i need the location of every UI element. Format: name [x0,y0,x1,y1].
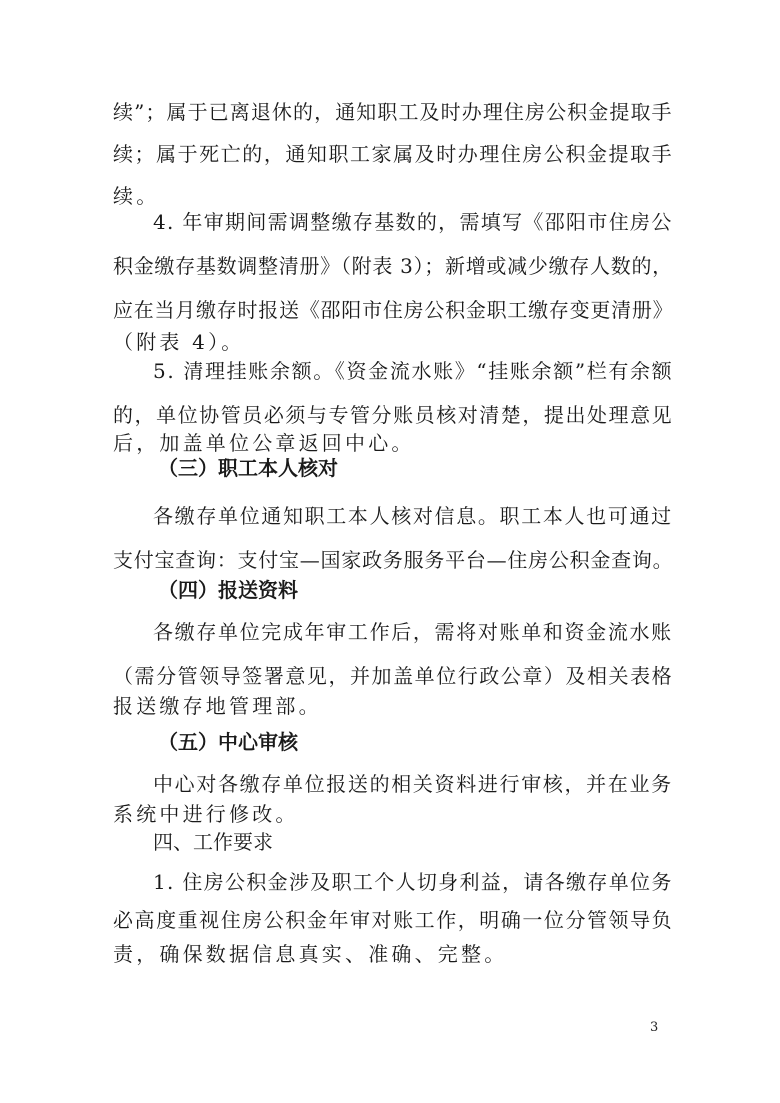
paragraph-line: 报送缴存地管理部。 [113,694,322,718]
paragraph-line: 各缴存单位通知职工本人核对信息。职工本人也可通过 [153,504,673,528]
paragraph-line: 5. 清理挂账余额。《资金流水账》“挂账余额”栏有余额 [153,359,674,383]
paragraph-line: 应在当月缴存时报送《邵阳市住房公积金职工缴存变更清册》 [113,298,674,322]
paragraph-line: 4. 年审期间需调整缴存基数的，需填写《邵阳市住房公 [153,210,673,234]
paragraph-line: 续”；属于已离退休的，通知职工及时办理住房公积金提取手 [113,100,673,124]
paragraph-line: 积金缴存基数调整清册》（附表 3）；新增或减少缴存人数的， [113,254,673,278]
paragraph-line: 中心对各缴存单位报送的相关资料进行审核，并在业务 [153,772,673,796]
paragraph-line: 各缴存单位完成年审工作后，需将对账单和资金流水账 [153,620,673,644]
page-number: 3 [650,1020,659,1035]
paragraph-line: 后，加盖单位公章返回中心。 [113,431,415,455]
section-heading-main: 四、工作要求 [153,830,273,854]
section-heading-3: （三）职工本人核对 [158,456,338,480]
paragraph-line: （附表 4）。 [113,330,245,354]
paragraph-line: 必高度重视住房公积金年审对账工作，明确一位分管领导负 [113,908,674,932]
paragraph-line: 1. 住房公积金涉及职工个人切身利益，请各缴存单位务 [153,870,673,894]
paragraph-line: 的，单位协管员必须与专管分账员核对清楚，提出处理意见 [113,403,674,427]
section-heading-5: （五）中心审核 [158,730,298,754]
paragraph-line: 续。 [113,184,160,208]
paragraph-line: （需分管领导签署意见，并加盖单位行政公章）及相关表格 [113,664,674,688]
paragraph-line: 续；属于死亡的，通知职工家属及时办理住房公积金提取手 [113,142,674,166]
paragraph-line: 支付宝查询：支付宝—国家政务服务平台—住房公积金查询。 [113,548,674,572]
paragraph-line: 责，确保数据信息真实、准确、完整。 [113,942,508,966]
paragraph-line: 系统中进行修改。 [113,802,299,826]
section-heading-4: （四）报送资料 [158,578,298,602]
